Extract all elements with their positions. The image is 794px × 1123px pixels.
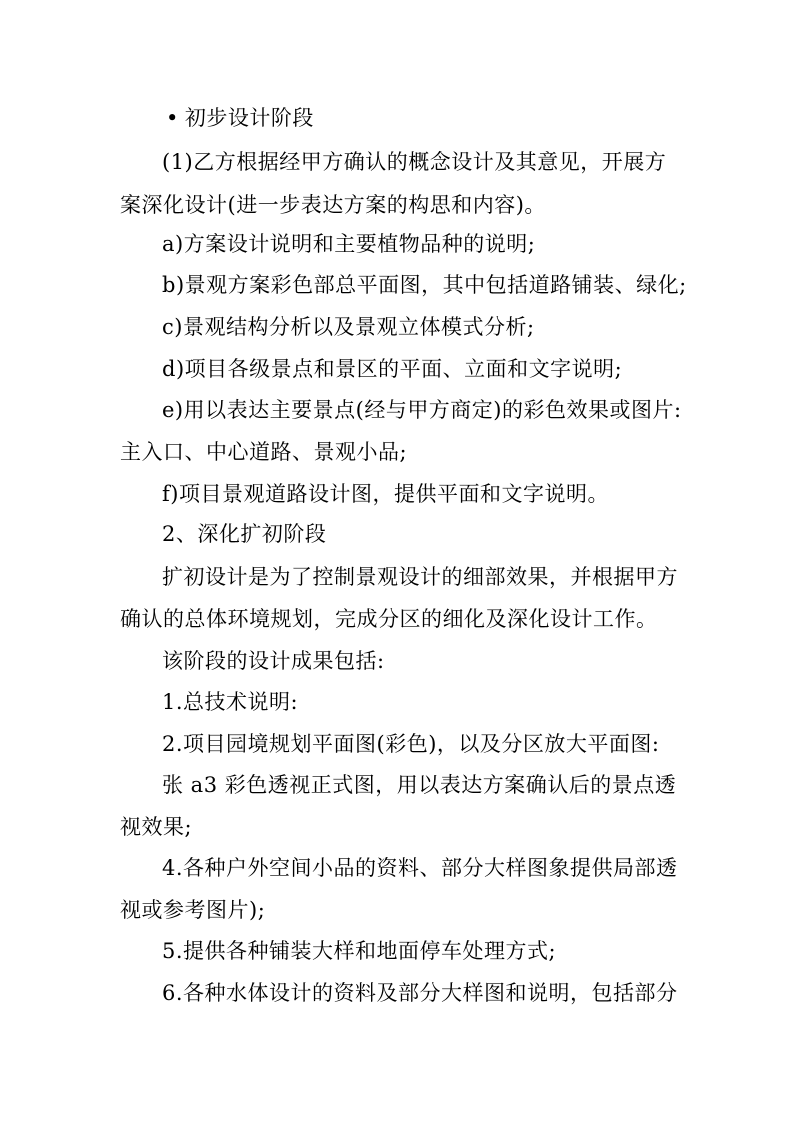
paragraph-line: 扩初设计是为了控制景观设计的细部效果，并根据甲方 xyxy=(162,565,678,589)
list-item: f)项目景观道路设计图，提供平面和文字说明。 xyxy=(162,482,609,506)
list-item: e)用以表达主要景点(经与甲方商定)的彩色效果或图片: xyxy=(162,398,682,422)
list-item: 5.提供各种铺装大样和地面停车处理方式; xyxy=(162,939,557,963)
list-item: b)景观方案彩色部总平面图，其中包括道路铺装、绿化; xyxy=(162,273,687,297)
list-item-continuation: 主入口、中心道路、景观小品; xyxy=(120,440,408,464)
list-item: 2.项目园境规划平面图(彩色)，以及分区放大平面图: xyxy=(162,732,660,756)
paragraph-line: 确认的总体环境规划，完成分区的细化及深化设计工作。 xyxy=(120,607,658,631)
section-heading xyxy=(166,106,314,130)
heading-text: 初步设计阶段 xyxy=(184,106,314,130)
paragraph-line: 视效果; xyxy=(120,815,193,839)
list-item: d)项目各级景点和景区的平面、立面和文字说明; xyxy=(162,357,623,381)
list-item: 6.各种水体设计的资料及部分大样图和说明，包括部分 xyxy=(162,981,678,1005)
section-title: 2、深化扩初阶段 xyxy=(162,522,327,546)
list-item: 1.总技术说明: xyxy=(162,690,299,714)
list-item: a)方案设计说明和主要植物品种的说明; xyxy=(162,232,536,256)
paragraph-line: (1)乙方根据经甲方确认的概念设计及其意见，开展方 xyxy=(162,150,667,174)
list-item: 4.各种户外空间小品的资料、部分大样图象提供局部透 xyxy=(162,856,678,880)
list-item-continuation: 视或参考图片); xyxy=(120,898,266,922)
paragraph-line: 该阶段的设计成果包括: xyxy=(162,649,385,673)
bullet-icon: • xyxy=(166,106,179,130)
paragraph-line: 案深化设计(进一步表达方案的构思和内容)。 xyxy=(120,193,546,217)
paragraph-line: 张 a3 彩色透视正式图，用以表达方案确认后的景点透 xyxy=(162,773,677,797)
list-item: c)景观结构分析以及景观立体模式分析; xyxy=(162,315,535,339)
